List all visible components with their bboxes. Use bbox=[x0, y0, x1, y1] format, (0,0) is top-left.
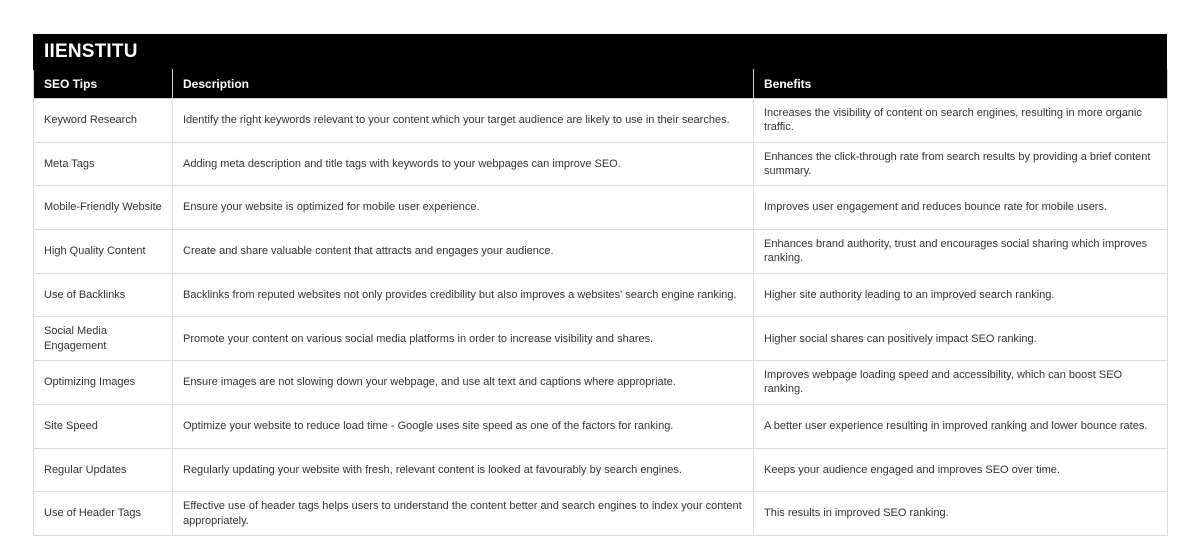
cell-description: Create and share valuable content that attracts and engages your audience. bbox=[173, 230, 754, 274]
cell-description: Ensure images are not slowing down your webpage, and use alt text and captions where appropriate. bbox=[173, 361, 754, 405]
cell-tip: High Quality Content bbox=[34, 230, 173, 274]
cell-benefit: Improves user engagement and reduces bounce rate for mobile users. bbox=[754, 186, 1168, 230]
seo-tips-table-container bbox=[33, 34, 1167, 536]
cell-description: Adding meta description and title tags with keywords to your webpages can improve SEO. bbox=[173, 142, 754, 186]
cell-benefit: This results in improved SEO ranking. bbox=[754, 492, 1168, 536]
cell-tip: Meta Tags bbox=[34, 142, 173, 186]
cell-tip: Optimizing Images bbox=[34, 361, 173, 405]
cell-description: Identify the right keywords relevant to your content which your target audience are likely to use in their searches. bbox=[173, 99, 754, 143]
cell-tip: Use of Backlinks bbox=[34, 273, 173, 317]
cell-tip: Use of Header Tags bbox=[34, 492, 173, 536]
cell-description: Optimize your website to reduce load time - Google uses site speed as one of the factors for ranking. bbox=[173, 404, 754, 448]
cell-benefit: Enhances brand authority, trust and encourages social sharing which improves ranking. bbox=[754, 230, 1168, 274]
cell-benefit: Improves webpage loading speed and accessibility, which can boost SEO ranking. bbox=[754, 361, 1168, 405]
cell-tip: Mobile-Friendly Website bbox=[34, 186, 173, 230]
table-row bbox=[34, 142, 1168, 186]
cell-benefit: Increases the visibility of content on search engines, resulting in more organic traffic. bbox=[754, 99, 1168, 143]
column-header-benefits: Benefits bbox=[754, 70, 1168, 99]
column-header-seo-tips: SEO Tips bbox=[34, 70, 173, 99]
table-row bbox=[34, 230, 1168, 274]
cell-benefit: Higher site authority leading to an improved search ranking. bbox=[754, 273, 1168, 317]
cell-description: Backlinks from reputed websites not only provides credibility but also improves a websites' search engine ranking. bbox=[173, 273, 754, 317]
cell-description: Promote your content on various social media platforms in order to increase visibility and shares. bbox=[173, 317, 754, 361]
cell-tip: Keyword Research bbox=[34, 99, 173, 143]
brand-title: IIENSTITU bbox=[33, 34, 1167, 69]
table-row bbox=[34, 99, 1168, 143]
table-row bbox=[34, 186, 1168, 230]
cell-tip: Social Media Engagement bbox=[34, 317, 173, 361]
table-row bbox=[34, 404, 1168, 448]
cell-tip: Site Speed bbox=[34, 404, 173, 448]
table-row bbox=[34, 492, 1168, 536]
table-row bbox=[34, 317, 1168, 361]
cell-benefit: A better user experience resulting in improved ranking and lower bounce rates. bbox=[754, 404, 1168, 448]
cell-description: Effective use of header tags helps users to understand the content better and search engines to index your content appropriately. bbox=[173, 492, 754, 536]
cell-benefit: Enhances the click-through rate from search results by providing a brief content summary. bbox=[754, 142, 1168, 186]
cell-description: Regularly updating your website with fresh, relevant content is looked at favourably by search engines. bbox=[173, 448, 754, 492]
cell-tip: Regular Updates bbox=[34, 448, 173, 492]
cell-benefit: Higher social shares can positively impact SEO ranking. bbox=[754, 317, 1168, 361]
table-row bbox=[34, 448, 1168, 492]
table-header-row bbox=[34, 70, 1168, 99]
cell-benefit: Keeps your audience engaged and improves SEO over time. bbox=[754, 448, 1168, 492]
table-row bbox=[34, 273, 1168, 317]
table-row bbox=[34, 361, 1168, 405]
column-header-description: Description bbox=[173, 70, 754, 99]
cell-description: Ensure your website is optimized for mobile user experience. bbox=[173, 186, 754, 230]
seo-tips-table bbox=[33, 69, 1168, 536]
